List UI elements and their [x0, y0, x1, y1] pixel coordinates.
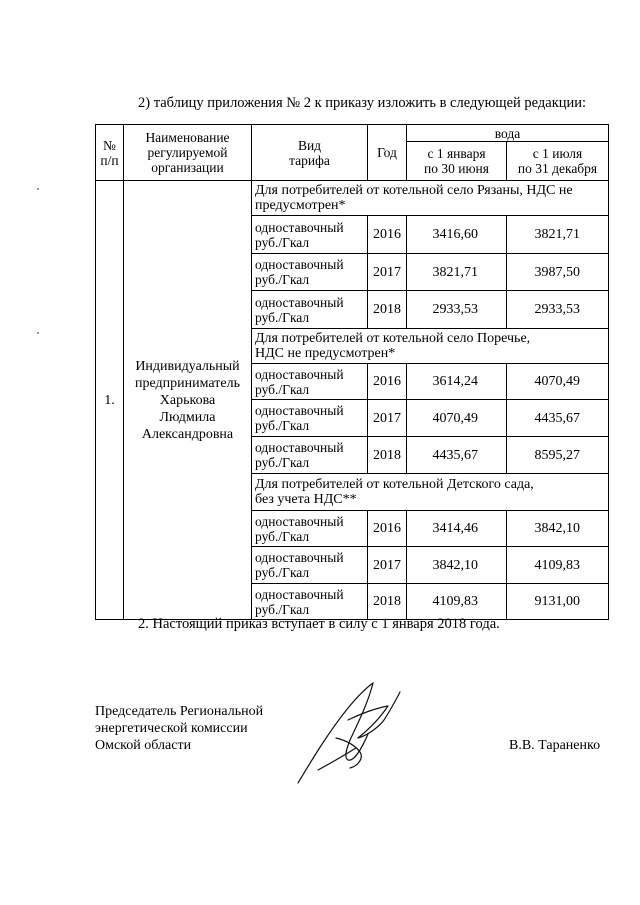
- header-year: Год: [368, 125, 407, 181]
- value-cell-h1: 2933,53: [407, 291, 507, 329]
- value-cell-h2: 4435,67: [507, 400, 609, 437]
- intro-text: 2) таблицу приложения № 2 к приказу изложить в следующей редакции:: [138, 95, 587, 111]
- value-cell-h1: 4435,67: [407, 437, 507, 474]
- value-cell-h2: 3821,71: [507, 216, 609, 254]
- value-cell-h2: 4070,49: [507, 364, 609, 400]
- year-cell: 2016: [368, 511, 407, 547]
- tariff-cell: одноставочный руб./Гкал: [252, 291, 368, 329]
- year-cell: 2018: [368, 291, 407, 329]
- value-cell-h1: 4109,83: [407, 584, 507, 620]
- signer-line: Омской области: [95, 738, 192, 753]
- value-cell-h2: 3987,50: [507, 254, 609, 291]
- year-cell: 2017: [368, 254, 407, 291]
- year-cell: 2018: [368, 437, 407, 474]
- year-cell: 2017: [368, 400, 407, 437]
- value-cell-h1: 3414,46: [407, 511, 507, 547]
- header-period-1: с 1 января по 30 июня: [407, 142, 507, 181]
- tariff-cell: одноставочный руб./Гкал: [252, 364, 368, 400]
- row-number-cell: 1.: [96, 181, 124, 620]
- tariff-cell: одноставочный руб./Гкал: [252, 511, 368, 547]
- tariff-cell: одноставочный руб./Гкал: [252, 437, 368, 474]
- year-cell: 2017: [368, 547, 407, 584]
- tariff-cell: одноставочный руб./Гкал: [252, 400, 368, 437]
- handwritten-signature: [288, 678, 418, 788]
- organization-cell: Индивидуальный предприниматель Харькова Людмила Александровна: [124, 181, 252, 620]
- closing-text: 2. Настоящий приказ вступает в силу с 1 января 2018 года.: [138, 616, 500, 632]
- signer-line: Председатель Региональной: [95, 704, 264, 719]
- value-cell-h1: 3821,71: [407, 254, 507, 291]
- year-cell: 2016: [368, 216, 407, 254]
- value-cell-h1: 3416,60: [407, 216, 507, 254]
- tariff-cell: одноставочный руб./Гкал: [252, 254, 368, 291]
- signer-title: [95, 703, 263, 754]
- value-cell-h1: 3614,24: [407, 364, 507, 400]
- value-cell-h2: 8595,27: [507, 437, 609, 474]
- header-period-2: с 1 июля по 31 декабря: [507, 142, 609, 181]
- header-tariff-type: Вид тарифа: [252, 125, 368, 181]
- signer-line: энергетической комиссии: [95, 721, 248, 736]
- tariff-cell: одноставочный руб./Гкал: [252, 216, 368, 254]
- signer-name: В.В. Тараненко: [509, 738, 601, 753]
- value-cell-h2: 3842,10: [507, 511, 609, 547]
- tariff-cell: одноставочный руб./Гкал: [252, 584, 368, 620]
- value-cell-h2: 9131,00: [507, 584, 609, 620]
- value-cell-h2: 2933,53: [507, 291, 609, 329]
- header-number: № п/п: [96, 125, 124, 181]
- value-cell-h1: 4070,49: [407, 400, 507, 437]
- group-title: Для потребителей от котельной село Рязаны, НДС не предусмотрен*: [252, 181, 609, 216]
- year-cell: 2018: [368, 584, 407, 620]
- value-cell-h2: 4109,83: [507, 547, 609, 584]
- header-water-group: вода: [407, 125, 609, 142]
- header-organization: Наименование регулируемой организации: [124, 125, 252, 181]
- group-title: Для потребителей от котельной Детского сада, без учета НДС**: [252, 474, 609, 511]
- scan-mark: [37, 188, 39, 190]
- group-title: Для потребителей от котельной село Поречье, НДС не предусмотрен*: [252, 329, 609, 364]
- tariff-cell: одноставочный руб./Гкал: [252, 547, 368, 584]
- tariff-table: [95, 124, 609, 620]
- value-cell-h1: 3842,10: [407, 547, 507, 584]
- scan-mark: [37, 332, 39, 334]
- year-cell: 2016: [368, 364, 407, 400]
